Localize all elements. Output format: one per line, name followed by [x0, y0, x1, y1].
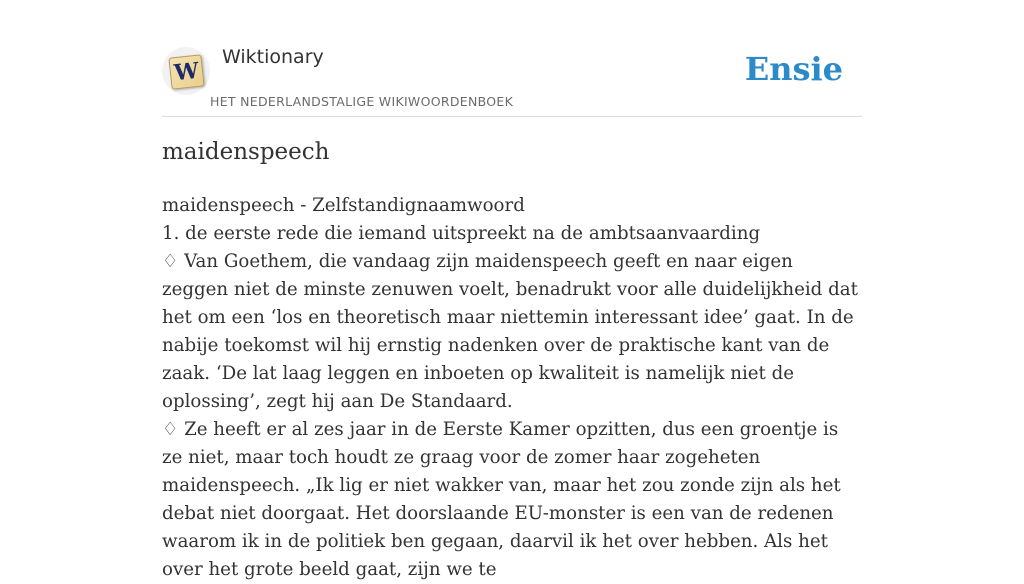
entry-heading: maidenspeech - Zelfstandignaamwoord — [162, 195, 525, 216]
example-quote: ♢ Ze heeft er al zes jaar in de Eerste Kamer opzitten, dus een groentje is ze niet, maar toch houdt ze graag voor de zomer haar zogeheten maidenspeech. „Ik lig er niet wakker van, maar het zou zonde zijn als het debat niet doorgaat. Het doorslaande EU-monster is een van de redenen waarom ik in de politiek ben gegaan, daarvil ik het over hebben. Als het over het grote beeld gaat, zijn we te — [162, 419, 841, 580]
wiktionary-logo-icon: W — [168, 54, 204, 89]
definition-item: 1. de eerste rede die iemand uitspreekt na de ambtsaanvaarding — [162, 223, 761, 244]
example-quote: ♢ Van Goethem, die vandaag zijn maidenspeech geeft en naar eigen zeggen niet de minste zenuwen voelt, benadrukt voor alle duidelijkheid dat het om een ‘los en theoretisch maar niettemin interessant idee’ gaat. In de nabije toekomst wil hij ernstig nadenken over de praktische kant van de zaak. ‘De lat laag leggen en inboeten op kwaliteit is namelijk niet de oplossing’, zegt hij aan De Standaard. — [162, 251, 858, 412]
wiktionary-logo[interactable] — [162, 47, 210, 95]
site-name[interactable]: Wiktionary — [222, 46, 324, 68]
ensie-logo[interactable]: Ensie — [744, 50, 843, 88]
site-tagline: HET NEDERLANDSTALIGE WIKIWOORDENBOEK — [210, 94, 514, 109]
site-header — [162, 0, 862, 117]
entry-content — [162, 192, 862, 584]
page-title: maidenspeech — [162, 139, 330, 165]
